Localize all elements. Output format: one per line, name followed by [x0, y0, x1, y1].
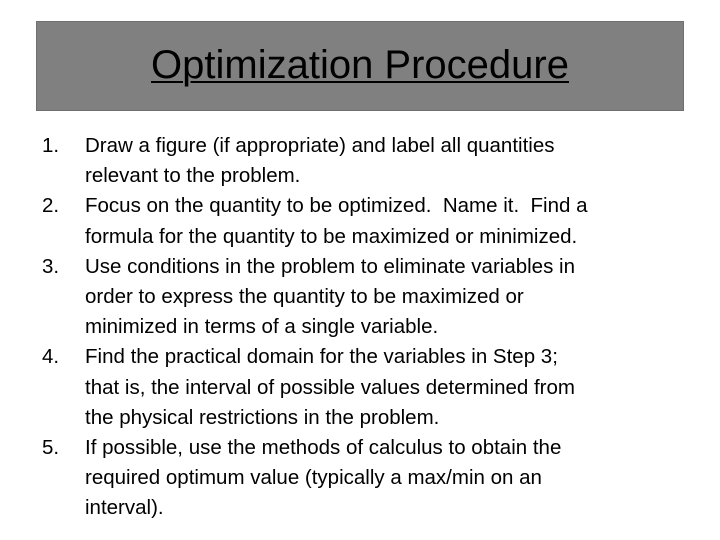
step-1-line-1: Draw a figure (if appropriate) and label all quantities [85, 134, 555, 157]
step-2-number: 2. [42, 194, 60, 218]
step-1-number: 1. [42, 134, 60, 157]
procedure-steps-list [36, 131, 696, 524]
step-1 [36, 131, 696, 191]
step-4-line-2: that is, the interval of possible values determined from [85, 375, 575, 399]
step-3 [36, 252, 696, 343]
step-2-line-1: Focus on the quantity to be optimized. Name it. Find a [85, 194, 588, 218]
step-5 [36, 433, 696, 524]
step-3-line-2: order to express the quantity to be maximized or [85, 285, 524, 309]
step-3-number: 3. [42, 254, 60, 278]
slide-title: Optimization Procedure [151, 43, 569, 87]
step-4-line-3: the physical restrictions in the problem. [85, 405, 440, 429]
step-5-line-3: interval). [85, 496, 164, 520]
slide-title-bar [36, 21, 684, 111]
step-5-line-1: If possible, use the methods of calculus to obtain the [85, 436, 562, 460]
step-2 [36, 191, 696, 251]
step-3-line-3: minimized in terms of a single variable. [85, 315, 439, 339]
step-3-line-1: Use conditions in the problem to eliminate variables in [85, 254, 575, 278]
step-2-line-2: formula for the quantity to be maximized or minimized. [85, 224, 578, 248]
step-4-line-1: Find the practical domain for the variables in Step 3; [85, 345, 558, 369]
step-5-line-2: required optimum value (typically a max/min on an [85, 466, 542, 490]
step-1-line-2: relevant to the problem. [85, 164, 301, 188]
step-4-number: 4. [42, 345, 60, 369]
step-5-number: 5. [42, 436, 60, 460]
step-4 [36, 342, 696, 433]
